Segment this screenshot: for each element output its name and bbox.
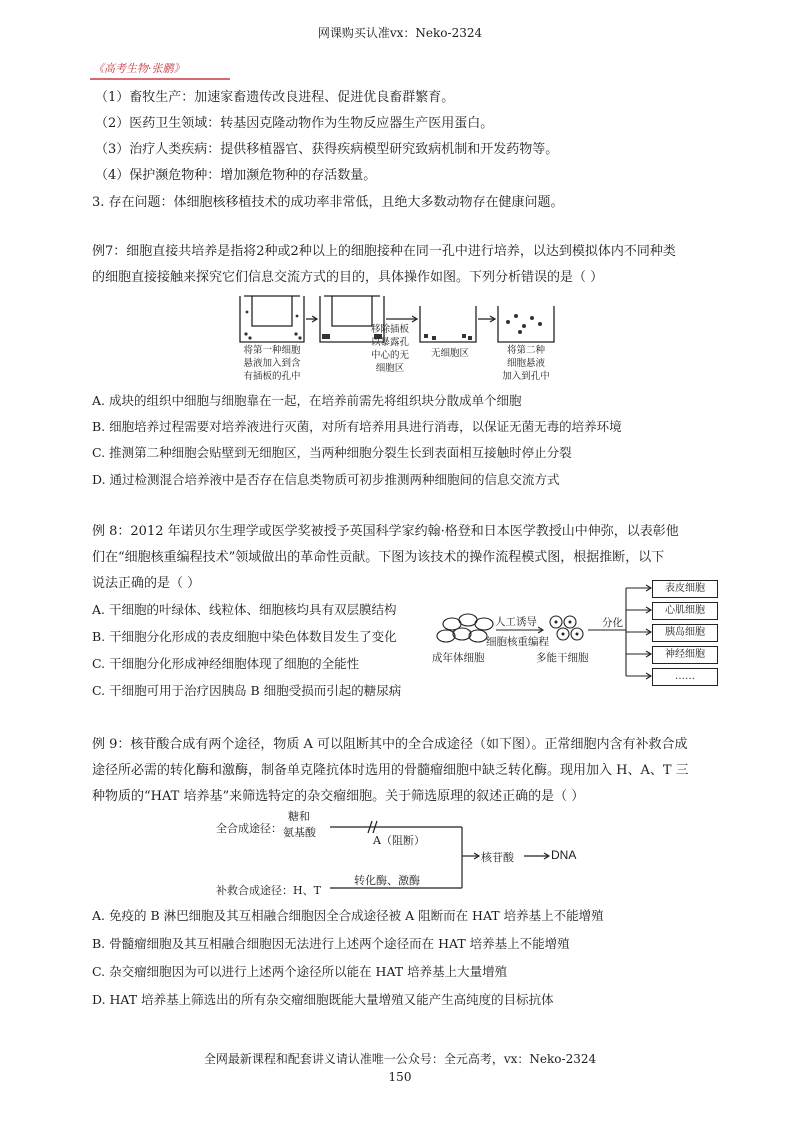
q8-stem-line2: 们在“细胞核重编程技术”领域做出的革命性贡献。下图为该技术的操作流程模式图，根据推断，以下 bbox=[92, 550, 665, 565]
q8-label-reprogram: 细胞核重编程 bbox=[486, 636, 549, 648]
q9-option-a: A. 免疫的 B 淋巴细胞及其互相融合细胞因全合成途径被 A 阻断而在 HAT 培养基上不能增殖 bbox=[92, 908, 604, 923]
q9-option-c: C. 杂交瘤细胞因为可以进行上述两个途径所以能在 HAT 培养基上大量增殖 bbox=[92, 964, 508, 979]
q7-option-a: A. 成块的组织中细胞与细胞靠在一起，在培养前需先将组织块分散成单个细胞 bbox=[92, 393, 522, 408]
q7-stem-line2: 的细胞直接接触来探究它们信息交流方式的目的，具体操作如图。下列分析错误的是（ ） bbox=[92, 270, 604, 285]
q7-option-b: B. 细胞培养过程需要对培养液进行灭菌，对所有培养用具进行消毒，以保证无菌无毒的培养环境 bbox=[92, 419, 622, 434]
q7-fig-label-4: 将第二种 细胞悬液 加入到孔中 bbox=[502, 345, 550, 382]
q9-stem-line3: 种物质的“HAT 培养基”来筛选特定的杂交瘤细胞。关于筛选原理的叙述正确的是（ ） bbox=[92, 789, 585, 804]
q8-label-stem-cell: 多能干细胞 bbox=[536, 652, 589, 664]
q8-label-induce: 人工诱导 bbox=[495, 616, 537, 628]
q8-option-b: B. 干细胞分化形成的表皮细胞中染色体数目发生了变化 bbox=[92, 629, 397, 644]
q7-stem-line1: 例7：细胞直接共培养是指将2种或2种以上的细胞接种在同一孔中进行培养，以达到模拟体内不同种类 bbox=[92, 244, 676, 259]
q9-label-enzymes: 转化酶、激酶 bbox=[354, 874, 420, 887]
page-header: 网课购买认准vx：Neko-2324 bbox=[317, 26, 483, 40]
q9-label-sugar: 糖和 bbox=[288, 810, 310, 823]
q9-stem-line1: 例 9：核苷酸合成有两个途径，物质 A 可以阻断其中的全合成途径（如下图）。正常细胞内含有补救合成 bbox=[92, 737, 688, 752]
q8-stem-line3: 说法正确的是（ ） bbox=[92, 576, 201, 591]
q9-stem-line2: 途径所必需的转化酶和激酶，制备单克隆抗体时选用的骨髓瘤细胞中缺乏转化酶。现用加入 H、A、T 三 bbox=[92, 763, 689, 778]
q8-cell-box: 心肌细胞 bbox=[652, 602, 718, 620]
q7-option-c: C. 推测第二种细胞会贴壁到无细胞区，当两种细胞分裂生长到表面相互接触时停止分裂 bbox=[92, 445, 572, 460]
q9-label-amino-acid: 氨基酸 bbox=[283, 826, 316, 839]
q9-label-dna: DNA bbox=[551, 848, 577, 862]
q8-cell-box: 表皮细胞 bbox=[652, 580, 718, 598]
application-item: （2）医药卫生领域：转基因克隆动物作为生物反应器生产医用蛋白。 bbox=[95, 116, 494, 131]
q8-stem-line1: 例 8：2012 年诺贝尔生理学或医学奖被授予英国科学家约翰·格登和日本医学教授山中伸弥，以表彰他 bbox=[92, 524, 679, 539]
application-item: （1）畜牧生产：加速家畜遗传改良进程、促进优良畜群繁育。 bbox=[95, 90, 455, 105]
q8-option-c: C. 干细胞分化形成神经细胞体现了细胞的全能性 bbox=[92, 656, 360, 671]
q8-label-adult-cell: 成年体细胞 bbox=[432, 652, 485, 664]
page-footer: 全网最新课程和配套讲义请认准唯一公众号：全元高考，vx：Neko-2324 bbox=[203, 1052, 597, 1066]
q9-label-nucleotide: 核苷酸 bbox=[481, 851, 514, 864]
q9-option-b: B. 骨髓瘤细胞及其互相融合细胞因无法进行上述两个途径而在 HAT 培养基上不能增殖 bbox=[92, 936, 570, 951]
application-item: （3）治疗人类疾病：提供移植器官、获得疾病模型研究致病机制和开发药物等。 bbox=[95, 142, 559, 157]
problem-text: 3. 存在问题：体细胞核移植技术的成功率非常低，且绝大多数动物存在健康问题。 bbox=[92, 195, 564, 210]
q8-option-a: A. 干细胞的叶绿体、线粒体、细胞核均具有双层膜结构 bbox=[92, 602, 397, 617]
q9-label-route1: 全合成途径： bbox=[216, 822, 282, 835]
q8-cell-box: 胰岛细胞 bbox=[652, 624, 718, 642]
q9-label-route2: 补救合成途径：H、T bbox=[216, 884, 321, 897]
q7-fig-label-2: 移除插板 以暴露孔 中心的无 细胞区 bbox=[370, 324, 409, 374]
q7-fig-label-3: 无细胞区 bbox=[430, 348, 469, 359]
q9-option-d: D. HAT 培养基上筛选出的所有杂交瘤细胞既能大量增殖又能产生高纯度的目标抗体 bbox=[92, 992, 554, 1007]
q8-cell-box: …… bbox=[652, 668, 718, 686]
q8-label-differentiate: 分化 bbox=[602, 617, 623, 629]
q8-option-d: C. 干细胞可用于治疗因胰岛 B 细胞受损而引起的糖尿病 bbox=[92, 683, 402, 698]
page-number: 150 bbox=[388, 1070, 412, 1084]
q9-label-block: A（阻断） bbox=[373, 834, 425, 847]
application-item: （4）保护濒危物种：增加濒危物种的存活数量。 bbox=[95, 168, 377, 183]
q7-fig-label-1: 将第一种细胞 悬液加入到含 有插板的孔中 bbox=[243, 345, 301, 382]
book-tag: 《高考生物·张鹏》 bbox=[93, 62, 185, 75]
q7-option-d: D. 通过检测混合培养液中是否存在信息类物质可初步推测两种细胞间的信息交流方式 bbox=[92, 472, 560, 487]
q8-cell-box: 神经细胞 bbox=[652, 646, 718, 664]
